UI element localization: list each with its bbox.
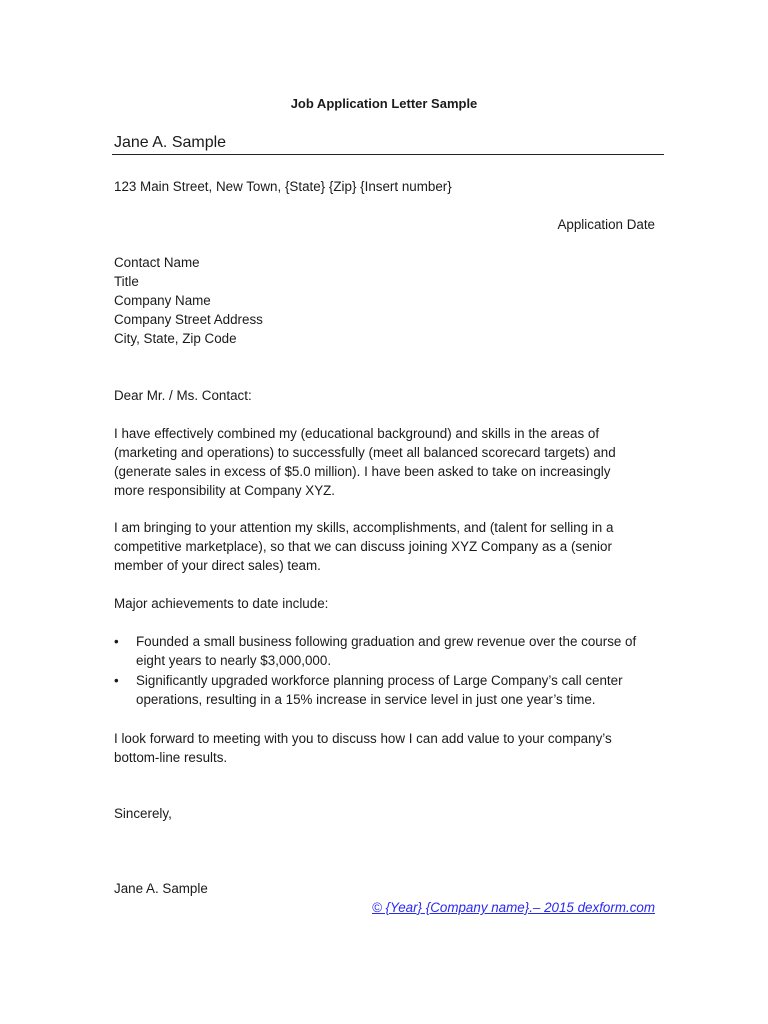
paragraph-2-line: competitive marketplace), so that we can discuss joining XYZ Company as a (senior [114,539,612,554]
bullet-line: Founded a small business following graduation and grew revenue over the course of [136,634,637,649]
bullet-line: eight years to nearly $3,000,000. [136,653,332,668]
sender-address: 123 Main Street, New Town, {State} {Zip} {Insert number} [114,179,452,194]
paragraph-2-line: I am bringing to your attention my skills, accomplishments, and (talent for selling in a [114,520,614,535]
paragraph-3-line: bottom-line results. [114,750,228,765]
closing: Sincerely, [114,806,172,821]
achievements-intro: Major achievements to date include: [114,596,329,611]
sender-name-header: Jane A. Sample [114,134,227,151]
recipient-title: Title [114,274,139,289]
salutation: Dear Mr. / Ms. Contact: [114,388,252,403]
recipient-company-name: Company Name [114,293,211,308]
paragraph-3-line: I look forward to meeting with you to discuss how I can add value to your company’s [114,731,612,746]
bullet-icon: • [114,634,119,649]
paragraph-1-line: I have effectively combined my (educational background) and skills in the areas of [114,426,600,441]
document-title: Job Application Letter Sample [290,96,478,111]
bullet-icon: • [114,673,119,688]
paragraph-1-line: more responsibility at Company XYZ. [114,483,336,498]
signature-name: Jane A. Sample [114,881,208,896]
bullet-line: Significantly upgraded workforce planning process of Large Company’s call center [136,673,623,688]
recipient-street-address: Company Street Address [114,312,263,327]
copyright-footer-link[interactable]: © {Year} {Company name}.– 2015 dexform.com [371,900,655,915]
paragraph-2-line: member of your direct sales) team. [114,558,321,573]
bullet-line: operations, resulting in a 15% increase in service level in just one year’s time. [136,692,596,707]
paragraph-1-line: (generate sales in excess of $5.0 million). I have been asked to take on increasingly [114,464,611,479]
recipient-city-state-zip: City, State, Zip Code [114,331,237,346]
recipient-contact-name: Contact Name [114,255,200,270]
paragraph-1-line: (marketing and operations) to successfully (meet all balanced scorecard targets) and [114,445,616,460]
header-divider [112,154,664,155]
application-date: Application Date [557,217,655,232]
